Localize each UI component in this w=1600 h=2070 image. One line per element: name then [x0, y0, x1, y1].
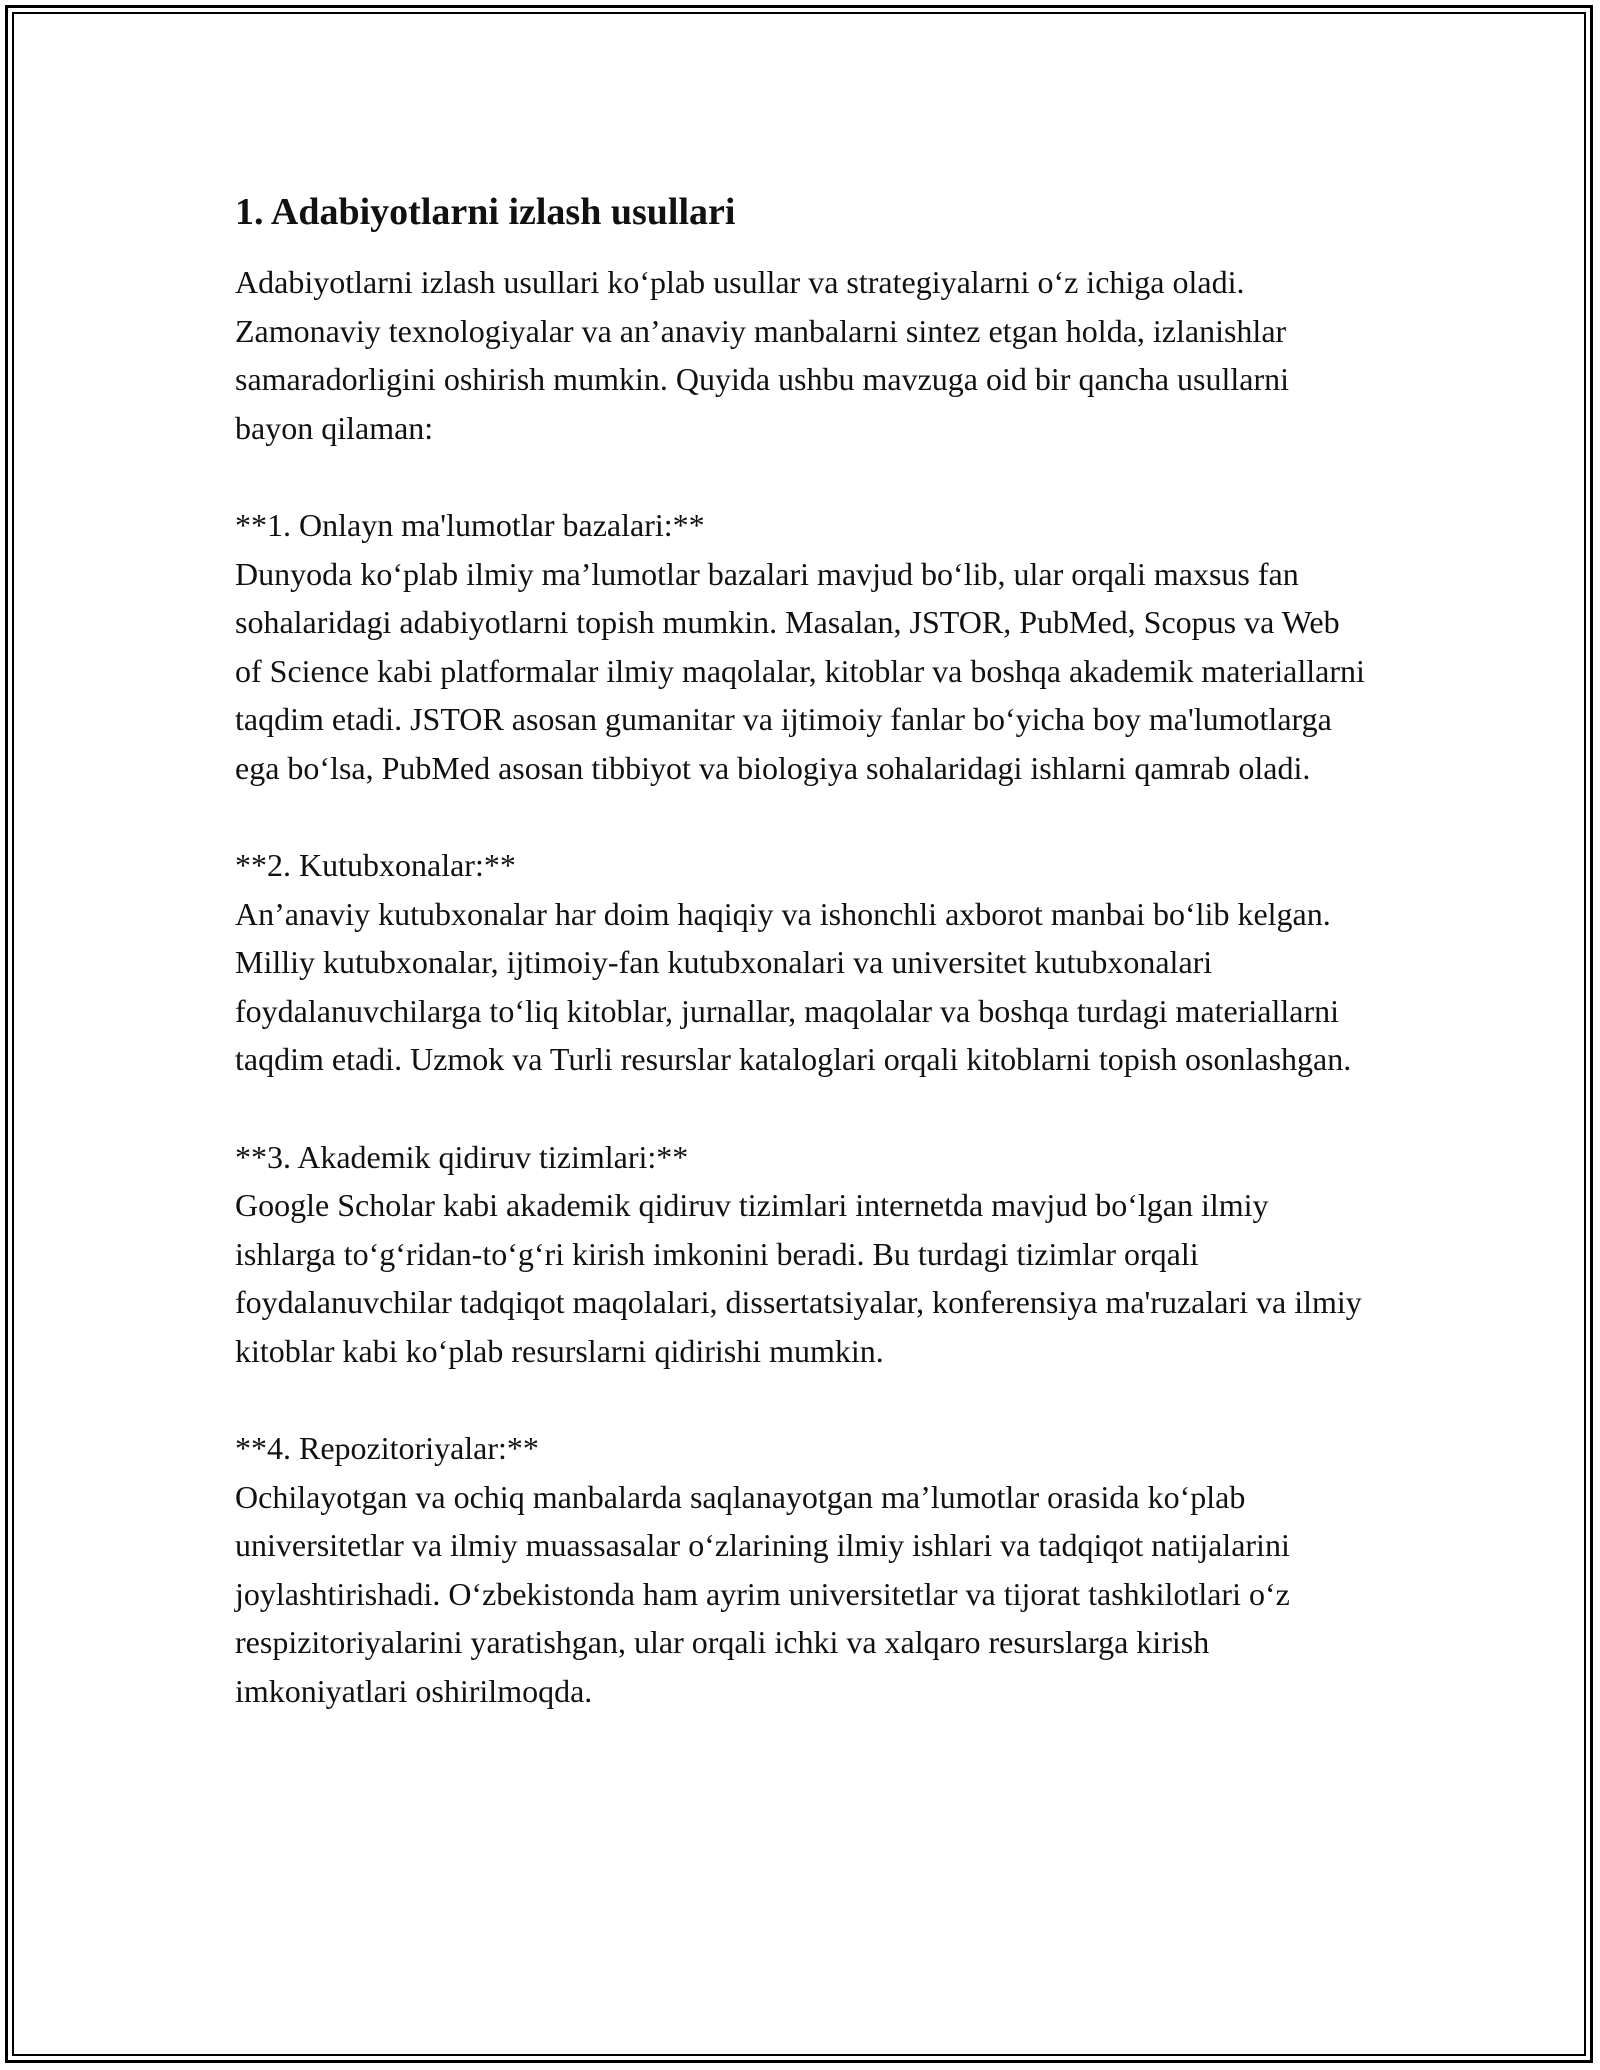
section-academic-search: [235, 1133, 1370, 1376]
section-body: Anʼanaviy kutubxonalar har doim haqiqiy va ishonchli axborot manbai boʻlib kelgan. Milliy kutubxonalar, ijtimoiy-fan kutubxonalari va universitet kutubxonalari foydalanuvchilarga toʻliq kitoblar, jurnallar, maqolalar va boshqa turdagi materiallarni taqdim etadi. Uzmok va Turli resurslar kataloglari orqali kitoblarni topish osonlashgan.: [235, 895, 1352, 1077]
document-body: [235, 188, 1370, 1715]
section-body: Ochilayotgan va ochiq manbalarda saqlanayotgan maʼlumotlar orasida koʻplab universitetlar va ilmiy muassasalar oʻzlarining ilmiy ishlari va tadqiqot natijalarini joylashtirishadi. Oʻzbekistonda ham ayrim universitetlar va tijorat tashkilotlari oʻz respizitoriyalarini yaratishgan, ular orqali ichki va xalqaro resurslarga kirish imkoniyatlari oshirilmoqda.: [235, 1478, 1290, 1709]
section-body: Google Scholar kabi akademik qidiruv tizimlari internetda mavjud boʻlgan ilmiy ishlarga toʻgʻridan-toʻgʻri kirish imkonini beradi. Bu turdagi tizimlar orqali foydalanuvchilar tadqiqot maqolalari, dissertatsiyalar, konferensiya ma'ruzalari va ilmiy kitoblar kabi koʻplab resurslarni qidirishi mumkin.: [235, 1187, 1362, 1369]
section-heading: **4. Repozitoriyalar:**: [235, 1430, 539, 1466]
section-heading: **3. Akademik qidiruv tizimlari:**: [235, 1138, 689, 1175]
section-repositories: [235, 1424, 1370, 1715]
section-body: Dunyoda koʻplab ilmiy maʼlumotlar bazalari mavjud boʻlib, ular orqali maxsus fan sohalaridagi adabiyotlarni topish mumkin. Masalan, JSTOR, PubMed, Scopus va Web of Science kabi platformalar ilmiy maqolalar, kitoblar va boshqa akademik materiallarni taqdim etadi. JSTOR asosan gumanitar va ijtimoiy fanlar boʻyicha boy ma'lumotlarga ega boʻlsa, PubMed asosan tibbiyot va biologiya sohalaridagi ishlarni qamrab oladi.: [235, 555, 1365, 786]
section-heading: **2. Kutubxonalar:**: [235, 847, 516, 883]
section-libraries: [235, 841, 1370, 1084]
page-title: 1. Adabiyotlarni izlash usullari: [235, 191, 736, 233]
section-online-databases: [235, 501, 1370, 792]
intro-paragraph: Adabiyotlarni izlash usullari koʻplab usullar va strategiyalarni oʻz ichiga oladi. Zamonaviy texnologiyalar va anʼanaviy manbalarni sintez etgan holda, izlanishlar samaradorligini oshirish mumkin. Quyida ushbu mavzuga oid bir qancha usullarni bayon qilaman:: [235, 264, 1290, 446]
section-heading: **1. Onlayn ma'lumotlar bazalari:**: [235, 507, 705, 543]
